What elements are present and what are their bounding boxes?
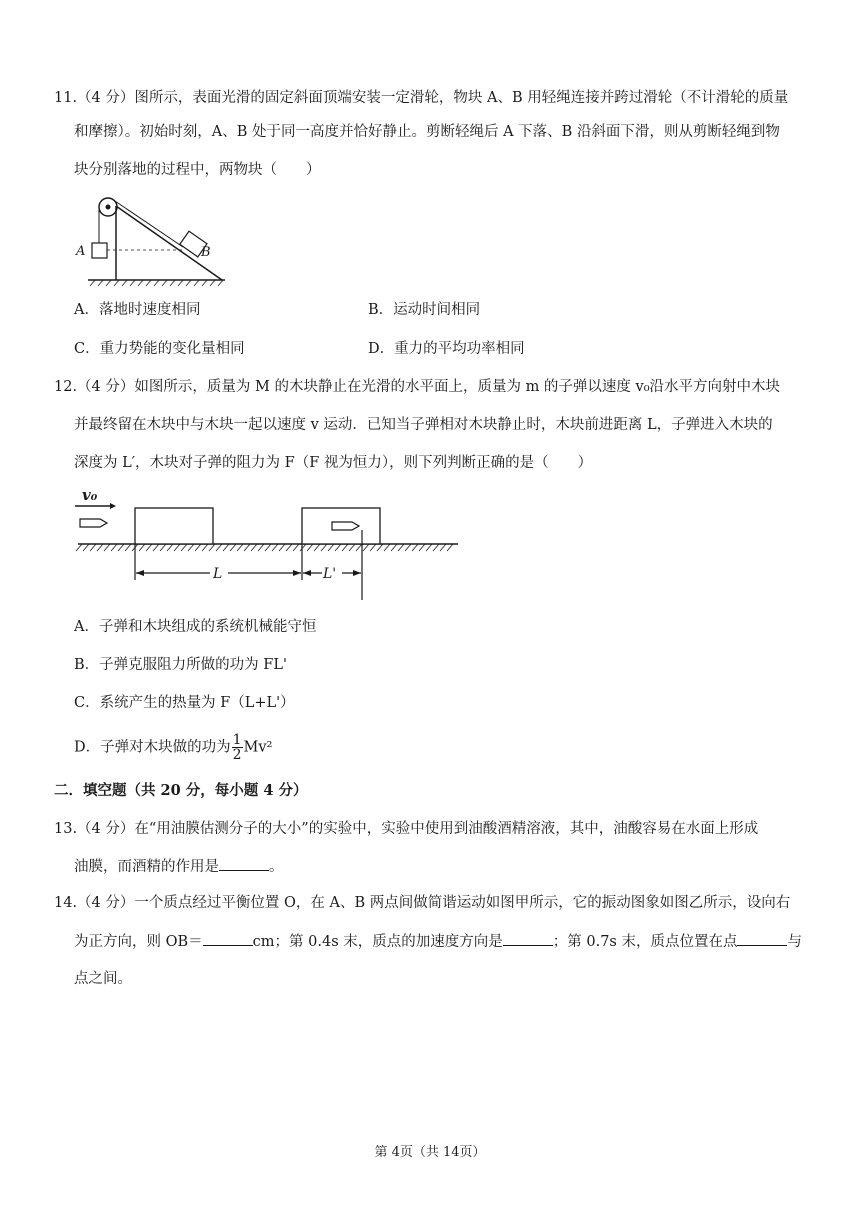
section-heading: 二．填空题（共 20 分，每小题 4 分） bbox=[54, 782, 308, 799]
q11-option-c: C．重力势能的变化量相同 bbox=[74, 341, 245, 357]
q11-option-d: D．重力的平均功率相同 bbox=[368, 341, 525, 357]
q14-line2-part-a: 为正方向，则 OB＝ bbox=[74, 934, 203, 950]
fraction-one-half bbox=[232, 733, 243, 762]
q12-option-a: A．子弹和木块组成的系统机械能守恒 bbox=[74, 619, 317, 635]
fraction-numerator: 1 bbox=[232, 732, 242, 748]
q12-line2: 并最终留在木块中与木块一起以速度 v 运动．已知当子弹相对木块静止时，木块前进距离 L，子弹进入木块的 bbox=[74, 417, 773, 433]
q12-line1: 12.（4 分）如图所示，质量为 M 的木块静止在光滑的水平面上，质量为 m 的子弹以速度 v₀沿水平方向射中木块 bbox=[54, 379, 781, 395]
fraction-denominator: 2 bbox=[232, 747, 242, 763]
q12-line3: 深度为 L′，木块对子弹的阻力为 F（F 视为恒力），则下列判断正确的是（ ） bbox=[74, 455, 593, 471]
q12-option-d bbox=[74, 733, 272, 762]
label-l-prime: L' bbox=[323, 566, 337, 582]
label-l: L bbox=[213, 566, 223, 582]
label-a: A bbox=[76, 244, 86, 259]
label-v0: v₀ bbox=[82, 486, 98, 504]
page-footer: 第 4页（共 14页） bbox=[374, 1145, 486, 1160]
q12-option-d-suffix: Mv² bbox=[243, 739, 273, 756]
q13-answer-blank[interactable] bbox=[219, 856, 269, 871]
q13-line2-text: 油膜，而酒精的作用是 bbox=[74, 859, 219, 875]
label-b: B bbox=[201, 245, 211, 260]
q11-line2: 和摩擦）。初始时刻，A、B 处于同一高度并恰好静止。剪断轻绳后 A 下落、B 沿斜面下滑，则从剪断轻绳到物 bbox=[74, 124, 780, 140]
q13-line1: 13.（4 分）在“用油膜估测分子的大小”的实验中，实验中使用到油酸酒精溶液，其中，油酸容易在水面上形成 bbox=[54, 821, 759, 837]
q13-line2 bbox=[74, 856, 284, 877]
q12-option-c: C．系统产生的热量为 F（L+L'） bbox=[74, 695, 295, 711]
q13-line2-end: 。 bbox=[269, 859, 284, 875]
q14-line2-part-d: 与 bbox=[787, 934, 802, 950]
q12-bullet-block-figure bbox=[70, 482, 465, 607]
q14-line3: 点之间。 bbox=[74, 971, 132, 987]
q14-line2-part-c: ；第 0.7s 末，质点位置在点 bbox=[552, 934, 738, 950]
q12-option-d-prefix: D．子弹对木块做的功为 bbox=[74, 739, 231, 756]
q11-line3: 块分别落地的过程中，两物块（ ） bbox=[74, 162, 321, 178]
q14-acceleration-blank[interactable] bbox=[503, 931, 553, 946]
q14-line1: 14.（4 分）一个质点经过平衡位置 O，在 A、B 两点间做简谐运动如图甲所示，它的振动图象如图乙所示，设向右 bbox=[54, 895, 791, 911]
q11-option-a: A．落地时速度相同 bbox=[74, 302, 201, 318]
q14-line2-part-b: cm；第 0.4s 末，质点的加速度方向是 bbox=[252, 934, 503, 950]
q14-line2 bbox=[74, 931, 802, 952]
q12-option-b: B．子弹克服阻力所做的功为 FL' bbox=[74, 657, 287, 673]
q14-position-blank[interactable] bbox=[737, 931, 787, 946]
ground-hatch bbox=[76, 544, 453, 551]
q11-incline-pulley-figure bbox=[70, 190, 230, 290]
q14-ob-blank[interactable] bbox=[203, 931, 253, 946]
q11-line1: 11.（4 分）图所示，表面光滑的固定斜面顶端安装一定滑轮，物块 A、B 用轻绳连接并跨过滑轮（不计滑轮的质量 bbox=[54, 90, 789, 106]
q11-option-b: B．运动时间相同 bbox=[368, 302, 481, 318]
